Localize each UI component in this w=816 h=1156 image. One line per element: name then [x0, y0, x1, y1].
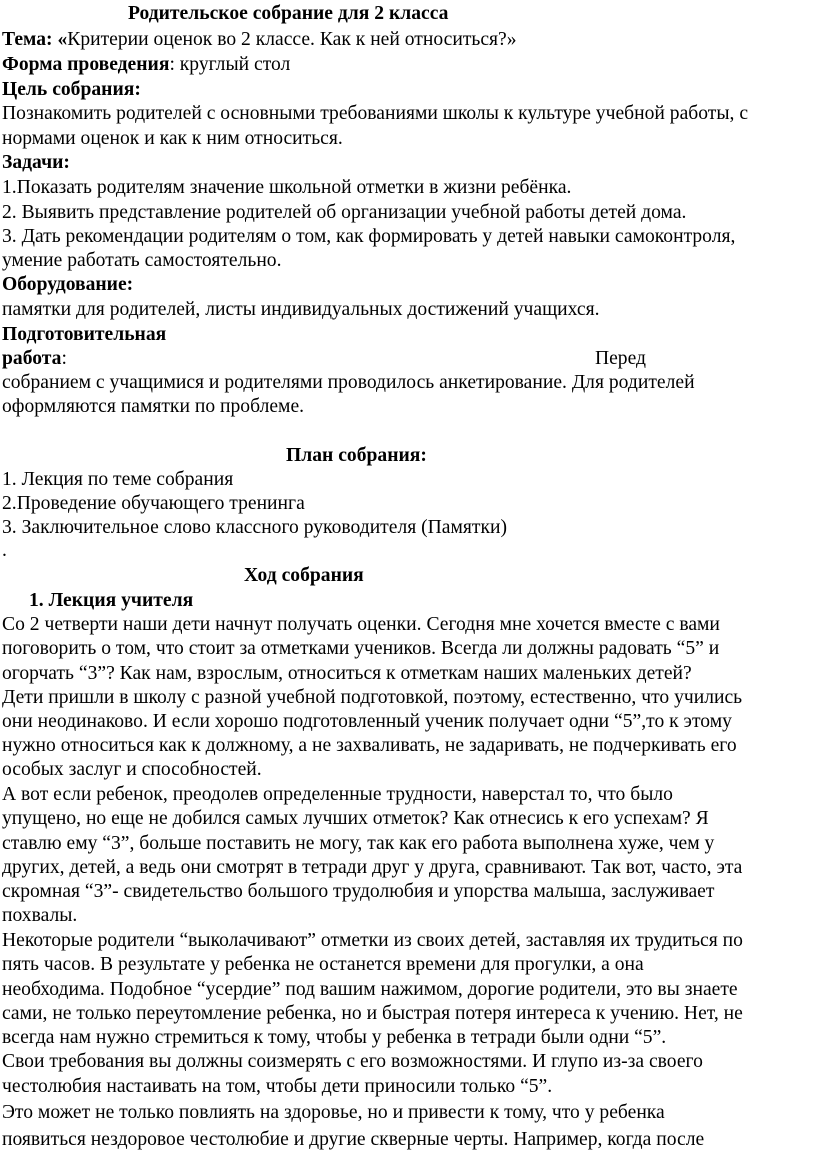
plan-heading: План собрания: — [286, 445, 427, 466]
task-item: 1.Показать родителям значение школьной отметки в жизни ребёнка. — [2, 177, 572, 198]
task-item: 2. Выявить представление родителей об организации учебной работы детей дома. — [2, 202, 687, 223]
task-item-continuation: умение работать самостоятельно. — [2, 250, 282, 271]
prep-text: собранием с учащимися и родителями проводилось анкетирование. Для родителей — [2, 372, 695, 393]
body-line: Некоторые родители “выколачивают” отметки из своих детей, заставляя их трудиться по — [2, 930, 743, 951]
goal-line: нормами оценок и как к ним относиться. — [2, 128, 343, 149]
equipment-text: памятки для родителей, листы индивидуальных достижений учащихся. — [2, 299, 600, 320]
tasks-heading: Задачи: — [2, 152, 70, 173]
topic-close-quote: » — [506, 29, 517, 50]
plan-item: 1. Лекция по теме собрания — [2, 469, 234, 490]
prep-heading-continuation: работа — [2, 348, 62, 369]
format-label: Форма проведения — [2, 54, 170, 75]
topic-open-quote: « — [57, 29, 68, 50]
body-line: упущено, но еще не добился самых лучших отметок? Как отнесись к его успехам? Я — [2, 808, 709, 829]
format-value: : круглый стол — [169, 54, 291, 75]
plan-item: 2.Проведение обучающего тренинга — [2, 493, 305, 514]
format-line — [2, 52, 812, 77]
task-item: 3. Дать рекомендации родителям о том, как формировать у детей навыки самоконтроля, — [2, 226, 736, 247]
equipment-heading: Оборудование: — [2, 274, 134, 295]
body-line: они неодинаково. И если хорошо подготовленный ученик получает одни “5”,то к этому — [2, 711, 732, 732]
goal-heading: Цель собрания: — [2, 79, 141, 100]
body-line: честолюбия настаивать на том, чтобы дети приносили только “5”. — [2, 1076, 553, 1097]
topic-line — [2, 27, 812, 52]
body-line: нужно относиться как к должному, а не захваливать, не задаривать, не подчеркивать его — [2, 735, 737, 756]
body-line: других, детей, а ведь они смотрят в тетради друг у друга, сравнивают. Так вот, часто, эта — [2, 857, 743, 878]
body-line: всегда нам нужно стремиться к тому, чтобы у ребенка в тетради были одни “5”. — [2, 1027, 667, 1048]
body-line: необходима. Подобное “усердие” под вашим нажимом, дорогие родители, это вы знаете — [2, 979, 738, 1000]
topic-value: Критерии оценок во 2 классе. Как к ней относиться? — [67, 29, 507, 50]
topic-label: Тема: — [2, 29, 53, 50]
document-title: Родительское собрание для 2 класса — [128, 3, 449, 24]
prep-right-word: Перед — [594, 348, 646, 369]
prep-heading-line2 — [2, 346, 646, 371]
goal-line: Познакомить родителей с основными требованиями школы к культуре учебной работы, с — [2, 103, 749, 124]
body-line: огорчать “3”? Как нам, взрослым, относиться к отметкам наших маленьких детей? — [2, 663, 692, 684]
body-line: похвалы. — [2, 905, 78, 926]
body-line: Со 2 четверти наши дети начнут получать оценки. Сегодня мне хочется вместе с вами — [2, 614, 720, 635]
body-line: Дети пришли в школу с разной учебной подготовкой, поэтому, естественно, что учились — [2, 687, 743, 708]
body-line: сами, не только переутомление ребенка, но и быстрая потеря интереса к учению. Нет, не — [2, 1003, 743, 1024]
body-line: Это может не только повлиять на здоровье, но и привести к тому, что у ребенка — [2, 1102, 665, 1123]
prep-text: оформляются памятки по проблеме. — [2, 396, 305, 417]
prep-colon: : — [61, 348, 67, 369]
lecture-subheading: 1. Лекция учителя — [29, 590, 194, 611]
body-line: ставлю ему “3”, больше поставить не могу, так как его работа выполнена хуже, чем у — [2, 833, 715, 854]
body-line: Свои требования вы должны соизмерять с его возможностями. И глупо из-за своего — [2, 1051, 703, 1072]
prep-heading: Подготовительная — [2, 324, 167, 345]
body-line: поговорить о том, что стоит за отметками учеников. Всегда ли должны радовать “5” и — [2, 638, 720, 659]
body-line: особых заслуг и способностей. — [2, 759, 262, 780]
body-line: пять часов. В результате у ребенка не останется времени для прогулки, а она — [2, 954, 644, 975]
body-line: скромная “3”- свидетельство большого трудолюбия и упорства малыша, заслуживает — [2, 881, 715, 902]
body-line: А вот если ребенок, преодолев определенные трудности, наверстал то, что было — [2, 784, 673, 805]
plan-item: 3. Заключительное слово классного руководителя (Памятки) — [2, 517, 508, 538]
progress-heading: Ход собрания — [244, 565, 364, 586]
body-line: появиться нездоровое честолюбие и другие скверные черты. Например, когда после — [2, 1129, 705, 1150]
plan-trailing-dot: . — [2, 540, 7, 561]
